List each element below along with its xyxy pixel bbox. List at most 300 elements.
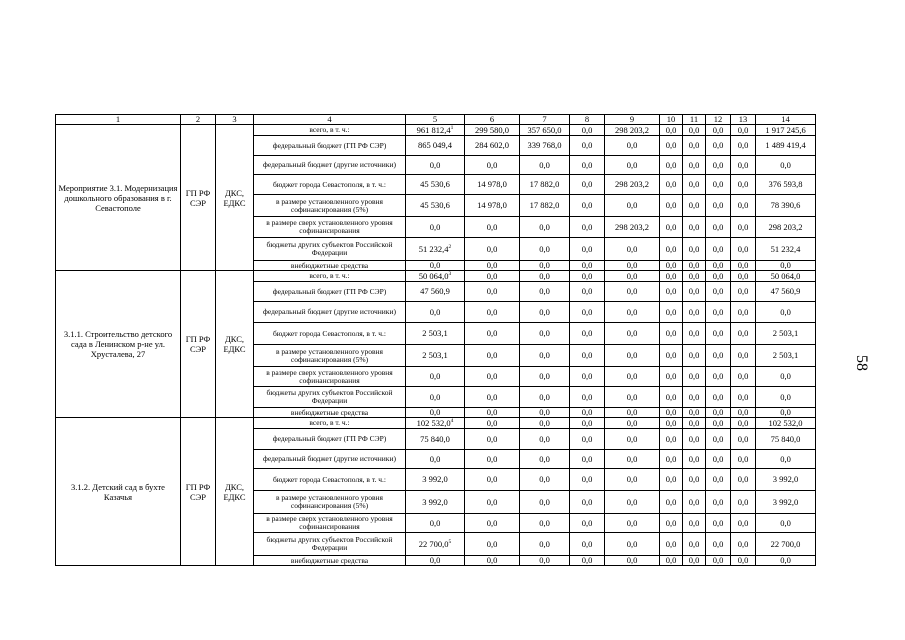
amount-cell: 14 978,0 [465, 195, 520, 217]
amount-cell: 0,0 [731, 387, 756, 408]
amount-cell: 1 489 419,4 [756, 136, 816, 156]
funding-source-label: бюджеты других субъектов Российской Федерации [254, 238, 406, 261]
amount-cell: 0,0 [731, 302, 756, 323]
column-number: 12 [706, 115, 731, 125]
funding-source-label: федеральный бюджет (ГП РФ СЭР) [254, 429, 406, 450]
amount-cell: 0,0 [406, 156, 465, 175]
funding-source-label: всего, в т. ч.: [254, 418, 406, 429]
amount-cell: 0,0 [605, 195, 660, 217]
amount-cell: 0,0 [570, 450, 605, 469]
amount-cell: 0,0 [683, 302, 706, 323]
activity-name: 3.1.2. Детский сад в бухте Казачья [56, 418, 181, 566]
amount-cell: 0,0 [756, 261, 816, 271]
amount-cell: 0,0 [683, 156, 706, 175]
amount-cell: 0,0 [520, 271, 570, 282]
amount-cell: 0,0 [683, 514, 706, 533]
amount-cell: 2 503,1 [406, 323, 465, 345]
amount-cell: 102 532,0 [756, 418, 816, 429]
amount-cell: 0,0 [465, 514, 520, 533]
amount-cell: 0,0 [570, 302, 605, 323]
amount-cell-with-footnote [406, 125, 465, 136]
amount-cell: 0,0 [605, 556, 660, 566]
amount-cell: 0,0 [706, 469, 731, 491]
column-number: 3 [216, 115, 254, 125]
amount-cell: 0,0 [605, 469, 660, 491]
amount-cell: 284 602,0 [465, 136, 520, 156]
amount-cell: 0,0 [465, 217, 520, 238]
amount-cell: 0,0 [605, 514, 660, 533]
amount-cell: 0,0 [731, 323, 756, 345]
amount-cell: 0,0 [570, 533, 605, 556]
funding-source-label: бюджет города Севастополя, в т. ч.: [254, 469, 406, 491]
amount-cell: 0,0 [683, 367, 706, 387]
amount-cell: 0,0 [406, 514, 465, 533]
amount-cell: 0,0 [731, 238, 756, 261]
amount-cell: 0,0 [406, 556, 465, 566]
amount-cell: 0,0 [465, 238, 520, 261]
amount-cell: 0,0 [605, 156, 660, 175]
amount-cell: 0,0 [706, 408, 731, 418]
amount-cell: 0,0 [605, 533, 660, 556]
amount-cell: 0,0 [660, 271, 683, 282]
amount-cell: 0,0 [520, 514, 570, 533]
funding-source-label: всего, в т. ч.: [254, 125, 406, 136]
amount-cell: 0,0 [605, 408, 660, 418]
amount-cell: 0,0 [731, 469, 756, 491]
amount-cell: 0,0 [520, 302, 570, 323]
amount-cell: 17 882,0 [520, 175, 570, 195]
amount-cell: 3 992,0 [756, 469, 816, 491]
amount-cell: 0,0 [605, 136, 660, 156]
program-code: ГП РФ СЭР [181, 271, 216, 418]
column-number: 10 [660, 115, 683, 125]
footnote-marker: 4 [450, 417, 454, 424]
amount-cell: 0,0 [465, 450, 520, 469]
amount-cell: 0,0 [683, 217, 706, 238]
amount-cell: 0,0 [731, 282, 756, 302]
amount-cell: 0,0 [731, 450, 756, 469]
amount-cell: 0,0 [731, 156, 756, 175]
activity-name: 3.1.1. Строительство детского сада в Ленинском р-не ул. Хрусталева, 27 [56, 271, 181, 418]
amount-cell: 0,0 [465, 261, 520, 271]
amount-cell: 0,0 [731, 533, 756, 556]
amount-cell: 0,0 [605, 323, 660, 345]
amount-cell: 0,0 [465, 271, 520, 282]
amount-cell: 0,0 [756, 367, 816, 387]
funding-source-label: федеральный бюджет (ГП РФ СЭР) [254, 136, 406, 156]
amount-cell: 0,0 [660, 282, 683, 302]
amount-cell-with-footnote [406, 533, 465, 556]
amount-cell: 0,0 [520, 282, 570, 302]
amount-cell: 0,0 [706, 238, 731, 261]
amount-cell: 75 840,0 [406, 429, 465, 450]
amount-cell: 0,0 [756, 450, 816, 469]
amount-cell: 50 064,0 [756, 271, 816, 282]
amount-cell: 0,0 [520, 533, 570, 556]
amount-cell: 0,0 [706, 450, 731, 469]
amount-cell: 0,0 [683, 238, 706, 261]
amount-cell: 0,0 [756, 408, 816, 418]
amount-cell: 0,0 [660, 556, 683, 566]
amount-cell: 0,0 [570, 514, 605, 533]
amount-cell: 0,0 [406, 261, 465, 271]
amount-cell: 0,0 [570, 261, 605, 271]
amount-cell: 0,0 [406, 367, 465, 387]
amount-cell: 0,0 [683, 491, 706, 514]
amount-cell: 0,0 [520, 345, 570, 367]
amount-cell: 0,0 [605, 429, 660, 450]
funding-source-label: всего, в т. ч.: [254, 271, 406, 282]
amount-cell: 0,0 [520, 556, 570, 566]
funding-source-label: федеральный бюджет (другие источники) [254, 156, 406, 175]
funding-source-label: бюджеты других субъектов Российской Федерации [254, 387, 406, 408]
amount-cell: 0,0 [520, 367, 570, 387]
amount-cell: 0,0 [520, 491, 570, 514]
amount-cell: 1 917 245,6 [756, 125, 816, 136]
amount-cell: 298 203,2 [605, 217, 660, 238]
amount-cell: 0,0 [570, 217, 605, 238]
amount-cell: 0,0 [520, 387, 570, 408]
budget-table-sheet [55, 114, 816, 566]
amount-cell: 0,0 [756, 556, 816, 566]
amount-cell: 0,0 [706, 271, 731, 282]
amount-cell: 0,0 [731, 271, 756, 282]
column-number: 5 [406, 115, 465, 125]
amount-cell: 0,0 [660, 125, 683, 136]
amount-cell: 0,0 [465, 408, 520, 418]
table-row [56, 125, 816, 136]
amount-cell: 0,0 [570, 469, 605, 491]
amount-cell: 0,0 [706, 367, 731, 387]
amount-cell: 0,0 [731, 418, 756, 429]
amount-cell: 0,0 [406, 450, 465, 469]
funding-source-label: федеральный бюджет (другие источники) [254, 450, 406, 469]
funding-source-label: внебюджетные средства [254, 408, 406, 418]
amount-cell: 0,0 [465, 387, 520, 408]
amount-cell: 0,0 [683, 195, 706, 217]
amount-cell: 0,0 [683, 418, 706, 429]
footnote-marker: 1 [450, 124, 454, 131]
amount-cell: 0,0 [520, 156, 570, 175]
amount-cell: 0,0 [660, 217, 683, 238]
budget-table [55, 114, 816, 566]
amount-cell: 0,0 [731, 175, 756, 195]
amount-cell: 0,0 [706, 514, 731, 533]
amount-cell: 0,0 [660, 469, 683, 491]
program-code: ГП РФ СЭР [181, 125, 216, 271]
amount-cell: 0,0 [731, 136, 756, 156]
amount-cell: 0,0 [660, 367, 683, 387]
amount-cell: 0,0 [406, 302, 465, 323]
column-number: 8 [570, 115, 605, 125]
amount-value: 102 532,0 [416, 417, 451, 428]
amount-cell: 0,0 [465, 367, 520, 387]
funding-source-label: федеральный бюджет (ГП РФ СЭР) [254, 282, 406, 302]
amount-cell: 0,0 [683, 282, 706, 302]
amount-cell: 0,0 [706, 175, 731, 195]
amount-cell: 0,0 [570, 238, 605, 261]
amount-cell: 0,0 [683, 429, 706, 450]
amount-cell: 3 992,0 [406, 491, 465, 514]
amount-cell: 299 580,0 [465, 125, 520, 136]
amount-cell: 0,0 [660, 238, 683, 261]
amount-cell: 0,0 [706, 156, 731, 175]
amount-cell: 45 530,6 [406, 175, 465, 195]
amount-value: 51 232,4 [418, 243, 449, 254]
executor-code: ДКС, ЕДКС [216, 418, 254, 566]
amount-cell: 0,0 [660, 136, 683, 156]
amount-cell: 0,0 [570, 345, 605, 367]
amount-cell: 0,0 [706, 125, 731, 136]
amount-cell: 0,0 [465, 491, 520, 514]
amount-cell: 0,0 [570, 408, 605, 418]
amount-cell: 0,0 [683, 533, 706, 556]
amount-cell: 0,0 [570, 156, 605, 175]
funding-source-label: в размере сверх установленного уровня софинансирования [254, 514, 406, 533]
amount-cell: 0,0 [706, 387, 731, 408]
amount-cell: 0,0 [605, 367, 660, 387]
amount-cell: 14 978,0 [465, 175, 520, 195]
amount-cell: 0,0 [605, 418, 660, 429]
amount-cell: 0,0 [660, 175, 683, 195]
amount-cell: 0,0 [465, 429, 520, 450]
amount-cell: 0,0 [731, 217, 756, 238]
amount-cell: 0,0 [465, 345, 520, 367]
funding-source-label: внебюджетные средства [254, 556, 406, 566]
amount-cell: 0,0 [570, 195, 605, 217]
funding-source-label: внебюджетные средства [254, 261, 406, 271]
amount-cell: 0,0 [683, 469, 706, 491]
footnote-marker: 2 [448, 243, 452, 250]
amount-cell: 0,0 [570, 418, 605, 429]
amount-cell-with-footnote [406, 238, 465, 261]
amount-cell: 3 992,0 [406, 469, 465, 491]
amount-cell: 0,0 [520, 450, 570, 469]
amount-cell: 0,0 [570, 125, 605, 136]
amount-cell: 0,0 [570, 175, 605, 195]
amount-cell: 0,0 [570, 271, 605, 282]
amount-cell: 0,0 [683, 450, 706, 469]
funding-source-label: в размере установленного уровня софинансирования (5%) [254, 195, 406, 217]
amount-cell: 0,0 [570, 136, 605, 156]
amount-cell: 0,0 [520, 261, 570, 271]
amount-cell: 0,0 [465, 156, 520, 175]
amount-cell: 0,0 [706, 533, 731, 556]
amount-cell: 0,0 [520, 408, 570, 418]
amount-cell: 0,0 [605, 261, 660, 271]
amount-cell: 0,0 [570, 556, 605, 566]
amount-cell: 0,0 [706, 556, 731, 566]
amount-cell: 0,0 [660, 261, 683, 271]
amount-cell: 0,0 [465, 282, 520, 302]
amount-cell: 0,0 [683, 125, 706, 136]
amount-cell: 0,0 [465, 302, 520, 323]
amount-cell: 0,0 [706, 136, 731, 156]
funding-source-label: в размере установленного уровня софинансирования (5%) [254, 491, 406, 514]
amount-cell: 75 840,0 [756, 429, 816, 450]
amount-cell: 0,0 [706, 261, 731, 271]
column-number: 2 [181, 115, 216, 125]
amount-cell: 339 768,0 [520, 136, 570, 156]
amount-cell: 0,0 [683, 261, 706, 271]
amount-cell: 47 560,9 [406, 282, 465, 302]
amount-cell: 0,0 [706, 217, 731, 238]
amount-cell: 376 593,8 [756, 175, 816, 195]
amount-cell: 0,0 [605, 271, 660, 282]
amount-value: 50 064,0 [418, 270, 449, 281]
amount-cell: 0,0 [605, 491, 660, 514]
amount-cell: 0,0 [465, 418, 520, 429]
footnote-marker: 3 [448, 270, 452, 277]
amount-cell: 0,0 [683, 387, 706, 408]
amount-cell: 0,0 [706, 195, 731, 217]
amount-cell: 0,0 [731, 125, 756, 136]
amount-cell: 0,0 [683, 323, 706, 345]
amount-cell: 2 503,1 [406, 345, 465, 367]
column-number: 4 [254, 115, 406, 125]
amount-cell: 0,0 [731, 345, 756, 367]
amount-cell: 0,0 [706, 302, 731, 323]
amount-cell: 0,0 [683, 345, 706, 367]
amount-cell: 0,0 [683, 556, 706, 566]
amount-cell: 0,0 [570, 491, 605, 514]
amount-cell: 0,0 [660, 491, 683, 514]
amount-cell: 0,0 [605, 450, 660, 469]
amount-cell: 0,0 [605, 282, 660, 302]
amount-cell: 0,0 [520, 238, 570, 261]
amount-cell: 0,0 [731, 429, 756, 450]
funding-source-label: в размере установленного уровня софинансирования (5%) [254, 345, 406, 367]
amount-cell: 298 203,2 [605, 175, 660, 195]
amount-cell: 0,0 [731, 367, 756, 387]
amount-cell: 0,0 [520, 418, 570, 429]
amount-cell: 0,0 [465, 469, 520, 491]
amount-cell: 0,0 [465, 323, 520, 345]
amount-cell: 298 203,2 [605, 125, 660, 136]
amount-cell: 0,0 [756, 156, 816, 175]
amount-cell: 0,0 [660, 408, 683, 418]
page-number: 58 [853, 355, 870, 371]
amount-cell: 17 882,0 [520, 195, 570, 217]
amount-cell: 0,0 [520, 323, 570, 345]
amount-cell: 865 049,4 [406, 136, 465, 156]
executor-code: ДКС, ЕДКС [216, 271, 254, 418]
amount-cell: 0,0 [660, 156, 683, 175]
amount-cell: 0,0 [731, 491, 756, 514]
amount-cell: 0,0 [660, 345, 683, 367]
amount-cell: 0,0 [465, 533, 520, 556]
amount-cell: 0,0 [570, 323, 605, 345]
amount-cell: 0,0 [660, 418, 683, 429]
amount-cell: 0,0 [706, 345, 731, 367]
amount-cell: 0,0 [706, 323, 731, 345]
amount-cell: 0,0 [570, 282, 605, 302]
amount-cell: 0,0 [406, 387, 465, 408]
funding-source-label: бюджет города Севастополя, в т. ч.: [254, 175, 406, 195]
footnote-marker: 5 [448, 538, 452, 545]
amount-cell: 0,0 [660, 387, 683, 408]
amount-cell: 0,0 [605, 302, 660, 323]
funding-source-label: федеральный бюджет (другие источники) [254, 302, 406, 323]
amount-cell: 357 650,0 [520, 125, 570, 136]
column-number: 14 [756, 115, 816, 125]
amount-cell: 2 503,1 [756, 345, 816, 367]
amount-cell: 0,0 [660, 514, 683, 533]
column-number: 1 [56, 115, 181, 125]
amount-cell: 78 390,6 [756, 195, 816, 217]
amount-cell: 0,0 [683, 175, 706, 195]
amount-cell: 0,0 [570, 387, 605, 408]
amount-cell: 45 530,6 [406, 195, 465, 217]
amount-cell: 0,0 [406, 408, 465, 418]
activity-name: Мероприятие 3.1. Модернизация дошкольного образования в г. Севастополе [56, 125, 181, 271]
amount-cell: 51 232,4 [756, 238, 816, 261]
amount-cell: 0,0 [706, 429, 731, 450]
amount-cell: 0,0 [605, 387, 660, 408]
column-number-row [56, 115, 816, 125]
amount-cell: 0,0 [756, 302, 816, 323]
amount-cell: 0,0 [570, 367, 605, 387]
column-number: 7 [520, 115, 570, 125]
amount-cell: 0,0 [731, 261, 756, 271]
amount-cell: 0,0 [731, 195, 756, 217]
amount-cell: 0,0 [756, 514, 816, 533]
amount-cell: 0,0 [706, 418, 731, 429]
amount-cell: 0,0 [706, 491, 731, 514]
amount-cell: 0,0 [660, 450, 683, 469]
amount-cell: 0,0 [570, 429, 605, 450]
amount-cell: 0,0 [660, 195, 683, 217]
amount-cell: 0,0 [660, 533, 683, 556]
program-code: ГП РФ СЭР [181, 418, 216, 566]
amount-value: 22 700,0 [418, 538, 449, 549]
amount-cell: 0,0 [683, 408, 706, 418]
amount-cell: 0,0 [731, 556, 756, 566]
amount-cell: 0,0 [731, 408, 756, 418]
column-number: 6 [465, 115, 520, 125]
amount-cell-with-footnote [406, 271, 465, 282]
amount-cell: 0,0 [406, 217, 465, 238]
amount-cell: 0,0 [756, 387, 816, 408]
amount-cell: 0,0 [706, 282, 731, 302]
amount-cell: 2 503,1 [756, 323, 816, 345]
column-number: 9 [605, 115, 660, 125]
amount-cell: 0,0 [660, 323, 683, 345]
funding-source-label: бюджет города Севастополя, в т. ч.: [254, 323, 406, 345]
executor-code: ДКС, ЕДКС [216, 125, 254, 271]
amount-cell: 0,0 [520, 429, 570, 450]
funding-source-label: в размере сверх установленного уровня софинансирования [254, 217, 406, 238]
funding-source-label: в размере сверх установленного уровня софинансирования [254, 367, 406, 387]
amount-cell: 3 992,0 [756, 491, 816, 514]
amount-cell: 0,0 [660, 302, 683, 323]
budget-table-body [56, 115, 816, 566]
amount-cell: 0,0 [660, 429, 683, 450]
amount-cell: 0,0 [731, 514, 756, 533]
amount-cell: 298 203,2 [756, 217, 816, 238]
table-row [56, 271, 816, 282]
column-number: 11 [683, 115, 706, 125]
amount-cell: 0,0 [520, 217, 570, 238]
funding-source-label: бюджеты других субъектов Российской Федерации [254, 533, 406, 556]
column-number: 13 [731, 115, 756, 125]
amount-cell: 22 700,0 [756, 533, 816, 556]
amount-cell: 0,0 [605, 238, 660, 261]
amount-cell: 47 560,9 [756, 282, 816, 302]
amount-cell: 0,0 [605, 345, 660, 367]
amount-value: 961 812,4 [416, 124, 451, 135]
amount-cell: 0,0 [683, 271, 706, 282]
